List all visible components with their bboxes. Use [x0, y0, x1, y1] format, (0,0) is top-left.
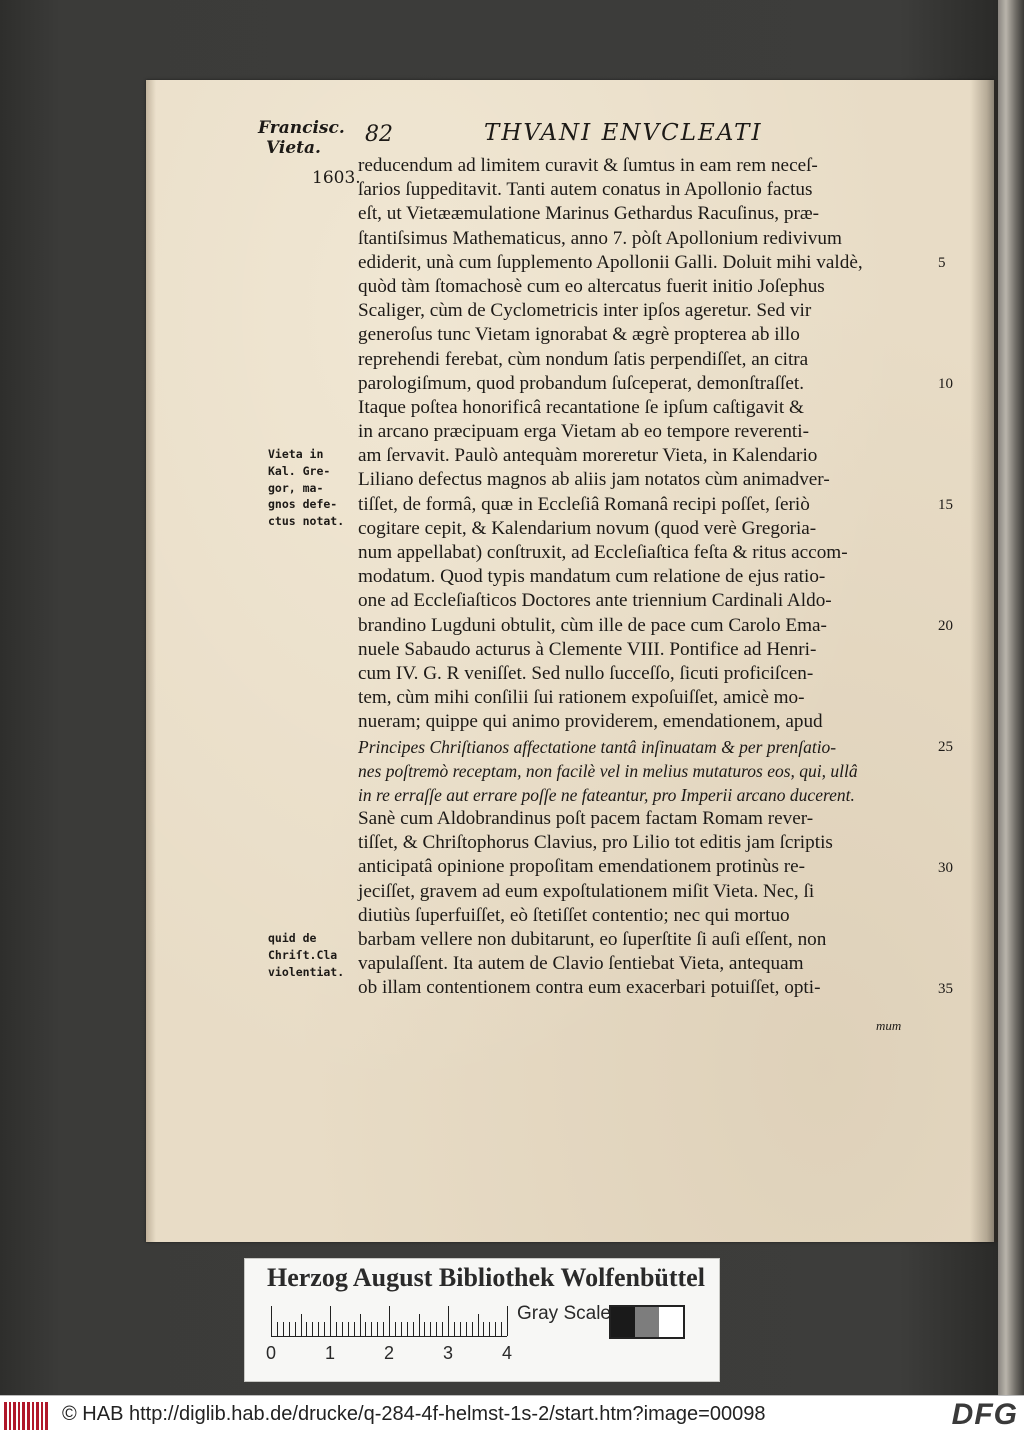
ruler-tick: [495, 1322, 496, 1336]
ruler-tick: [430, 1322, 431, 1336]
library-label-card: [244, 1258, 720, 1382]
line-number: 35: [938, 980, 953, 997]
ruler-tick: [348, 1322, 349, 1336]
margin-note: [268, 930, 358, 980]
ruler-tick: [324, 1322, 325, 1336]
body-text: [358, 154, 938, 1001]
text-line: ſtantiſsimus Mathematicus, anno 7. pòſt Apollonium redivivum: [358, 227, 842, 249]
text-line: nes poſtremò receptam, non facilè vel in melius mutaturos eos, qui, ullâ: [358, 760, 858, 781]
text-line: Itaque poſtea honorificâ recantatione ſe ipſum caſtigavit &: [358, 396, 804, 418]
ruler-tick: [371, 1322, 372, 1336]
text-line: cogitare cepit, & Kalendarium novum (quod verè Gregoria-: [358, 517, 817, 539]
ruler-tick: [489, 1322, 490, 1336]
text-line: reducendum ad limitem curavit & ſumtus in eam rem neceſ-: [358, 155, 818, 176]
ruler-tick: [277, 1322, 278, 1336]
margin-note-line: Kal. Gre-: [268, 463, 331, 478]
footer-copyright-url[interactable]: © HAB http://diglib.hab.de/drucke/q-284-4f-helmst-1s-2/start.htm?image=00098: [62, 1403, 766, 1425]
ruler-tick: [377, 1322, 378, 1336]
text-line: ediderit, unà cum ſupplemento Apollonii Galli. Doluit mihi valdè,: [358, 251, 863, 273]
ruler-tick: [318, 1322, 319, 1336]
gray-scale-label: Gray Scale: [517, 1303, 611, 1324]
ruler-number: 2: [384, 1343, 395, 1363]
ruler-tick: [466, 1322, 467, 1336]
catchword: mum: [876, 1018, 902, 1033]
text-line: Principes Chriſtianos affectatione tantâ inſinuatam & per prenſatio-: [358, 736, 837, 757]
gray-scale-swatch: [609, 1305, 685, 1339]
margin-note-line: quid de: [268, 931, 317, 946]
text-line: brandino Lugduni obtulit, cùm ille de pace cum Carolo Ema-: [358, 614, 827, 636]
running-title: THVANI ENVCLEATI: [484, 120, 763, 146]
text-line: am ſervavit. Paulò antequàm moreretur Vieta, in Kalendario: [358, 445, 818, 467]
text-line: tiſſet, de formâ, quæ in Eccleſiâ Romanâ recipi poſſet, ſeriò: [358, 493, 810, 515]
ruler-tick: [306, 1322, 307, 1336]
text-line: ſarios ſuppeditavit. Tanti autem conatus in Apollonio factus: [358, 179, 813, 201]
text-line: jeciſſet, gravem ad eum expoſtulationem miſit Vieta. Nec, ſi: [358, 880, 815, 902]
ruler-tick: [389, 1306, 390, 1336]
text-line: eſt, ut Vietææmulatione Marinus Gethardus Racuſinus, præ-: [358, 203, 820, 225]
line-number: 15: [938, 496, 953, 513]
text-line: in arcano præcipuam erga Vietam ab eo tempore reverenti-: [358, 421, 809, 443]
footer-bar: [0, 1395, 1024, 1435]
line-number: 10: [938, 375, 953, 392]
margin-note-line: violentiat.: [268, 964, 345, 979]
text-line: Sanè cum Aldobrandinus poſt pacem factam Romam rever-: [358, 808, 814, 830]
text-line: Scaliger, cùm de Cyclometricis inter ipſos ageretur. Sed vir: [358, 300, 812, 322]
ruler-number: 3: [443, 1343, 454, 1363]
dfg-logo: DFG: [951, 1398, 1018, 1431]
ruler-tick: [448, 1306, 449, 1336]
text-line: generoſus tunc Vietam ignorabat & ægrè propterea ab illo: [358, 324, 800, 346]
text-line: barbam vellere non dubitarunt, eo ſuperſtite ſi auſi eſſent, non: [358, 929, 827, 950]
text-line: quòd tàm ſtomachosè cum eo altercatus fuerit initio Joſephus: [358, 275, 825, 297]
ruler-tick: [365, 1322, 366, 1336]
ruler-tick: [360, 1314, 361, 1336]
ruler-tick: [413, 1322, 414, 1336]
ruler-tick: [419, 1314, 420, 1336]
text-line: nueram; quippe qui animo providerem, emendationem, apud: [358, 711, 823, 733]
side-note-line: Vieta.: [266, 138, 321, 158]
ruler-tick: [342, 1322, 343, 1336]
ruler-tick: [436, 1322, 437, 1336]
ruler-tick: [483, 1322, 484, 1336]
text-line: Liliano defectus magnos ab aliis jam notatos cùm animadver-: [358, 469, 830, 491]
ruler-number: 1: [325, 1343, 336, 1363]
text-line: num appellabat) conſtruxit, ad Eccleſiaſtica feſta & ritus accom-: [358, 542, 848, 563]
text-line: in re erraſſe aut errare poſſe ne fateantur, pro Imperii arcano ducerent.: [358, 784, 855, 805]
text-line: ob illam contentionem contra eum exacerbari potuiſſet, opti-: [358, 977, 821, 999]
text-line: diutiùs ſuperfuiſſet, eò ſtetiſſet contentio; nec qui mortuo: [358, 904, 790, 926]
ruler-tick: [460, 1322, 461, 1336]
line-number: 20: [938, 617, 953, 634]
ruler-tick: [295, 1322, 296, 1336]
ruler-tick: [395, 1322, 396, 1336]
ruler-tick: [312, 1322, 313, 1336]
ruler-number: 4: [502, 1343, 513, 1363]
ruler-tick: [478, 1314, 479, 1336]
ruler-number: 0: [266, 1343, 277, 1363]
gray-swatch: [611, 1307, 635, 1337]
ruler-tick: [383, 1322, 384, 1336]
ruler-tick: [407, 1322, 408, 1336]
margin-note-line: ctus notat.: [268, 513, 345, 528]
ruler-tick: [507, 1306, 508, 1336]
ruler-tick: [472, 1322, 473, 1336]
text-line: anticipatâ opinione propoſitam emendationem protinùs re-: [358, 856, 806, 878]
book-spine-edge: [998, 0, 1024, 1395]
margin-note-line: Vieta in: [268, 447, 324, 462]
ruler-tick: [301, 1314, 302, 1336]
ruler-tick: [330, 1306, 331, 1336]
ruler-tick: [336, 1322, 337, 1336]
ruler-tick: [442, 1322, 443, 1336]
page-number: 82: [365, 122, 393, 147]
ruler-tick: [501, 1322, 502, 1336]
ruler-tick: [401, 1322, 402, 1336]
gray-swatch: [659, 1307, 683, 1337]
ruler-tick: [454, 1322, 455, 1336]
library-name: Herzog August Bibliothek Wolfenbüttel: [267, 1263, 705, 1292]
year-marginal: 1603.: [312, 168, 361, 188]
ruler-tick: [289, 1322, 290, 1336]
text-line: nuele Sabaudo acturus à Clemente VIII. Pontifice ad Henri-: [358, 638, 817, 660]
text-line: cum IV. G. R veniſſet. Sed nullo ſucceſſo, ſicuti proficiſcen-: [358, 662, 814, 684]
margin-note-line: Chriſt.Cla: [268, 947, 338, 962]
text-line: modatum. Quod typis mandatum cum relatione de ejus ratio-: [358, 566, 826, 588]
ruler-tick: [354, 1322, 355, 1336]
page-edge-shadow: [146, 80, 156, 1242]
running-side-note: [258, 118, 368, 158]
margin-note-line: gor, ma-: [268, 480, 324, 495]
text-line: vapulaſſent. Ita autem de Clavio ſentiebat Vieta, antequam: [358, 953, 804, 975]
gray-swatch: [635, 1307, 659, 1337]
text-line: one ad Eccleſiaſticos Doctores ante triennium Cardinali Aldo-: [358, 590, 832, 612]
ruler-tick: [283, 1322, 284, 1336]
text-line: parologiſmum, quod probandum ſuſceperat, demonſtraſſet.: [358, 372, 804, 394]
line-number: 30: [938, 859, 953, 876]
line-number: 5: [938, 254, 946, 271]
ruler-tick: [271, 1306, 272, 1336]
line-number: 25: [938, 738, 953, 755]
text-line: reprehendi ferebat, cùm nondum ſatis perpendiſſet, an citra: [358, 348, 809, 370]
text-line: tem, cùm mihi conſilii ſui rationem expoſuiſſet, amicè mo-: [358, 687, 805, 709]
page-gutter-shadow: [970, 80, 998, 1242]
margin-note: [268, 446, 358, 529]
text-line: tiſſet, & Chriſtophorus Clavius, pro Lilio tot editis jam ſcriptis: [358, 832, 833, 854]
side-note-line: Francisc.: [258, 118, 345, 138]
margin-note-line: gnos defe-: [268, 497, 338, 512]
hab-logo-icon: [4, 1402, 48, 1430]
ruler-tick: [424, 1322, 425, 1336]
scale-ruler: [271, 1303, 507, 1337]
